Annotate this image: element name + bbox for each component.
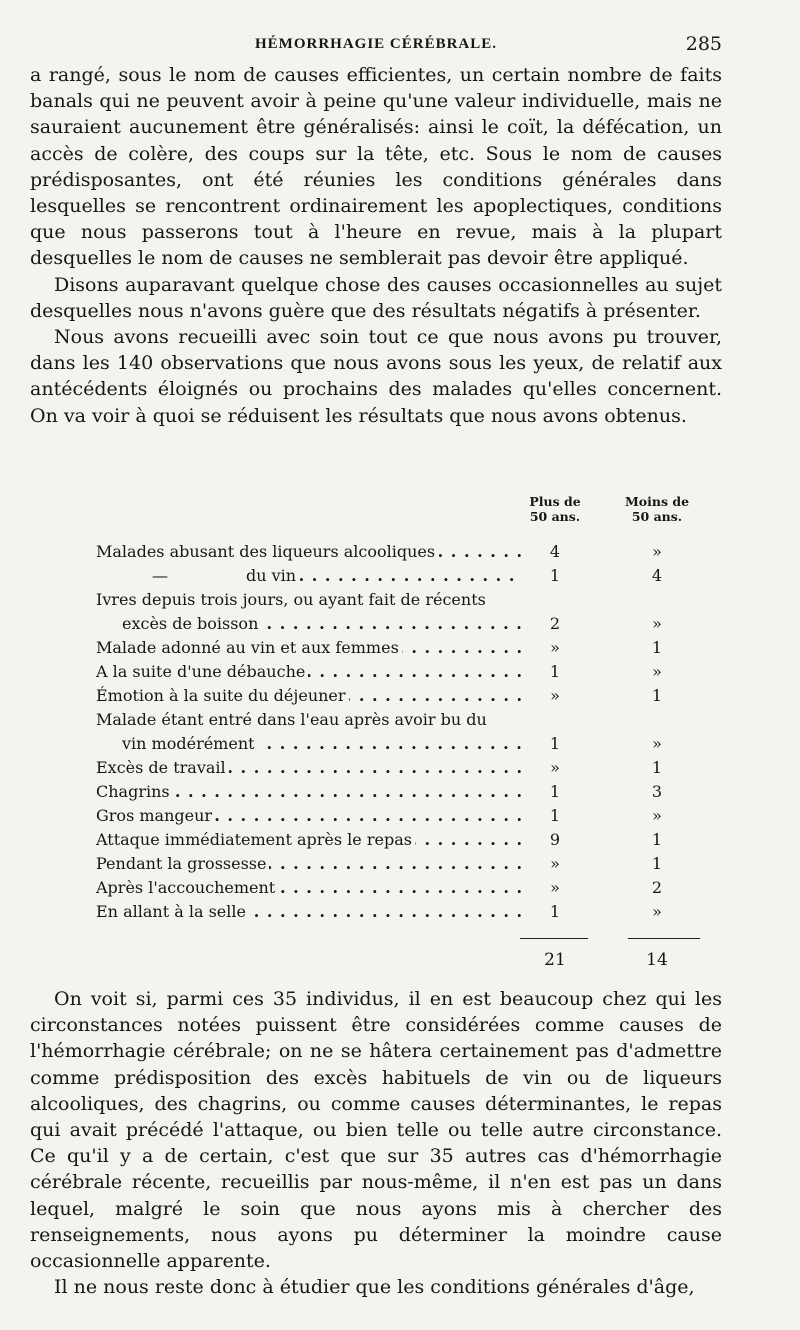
row-value-over-50: 1 [549, 662, 561, 681]
table-row [96, 614, 720, 638]
row-label: Malade adonné au vin et aux femmes [96, 638, 402, 657]
row-value-under-50: » [652, 614, 662, 633]
row-label: Attaque immédiatement après le repas [96, 830, 415, 849]
paragraph-occasional-causes: Disons auparavant quelque chose des causes occasionnelles au sujet desquelles nous n'avons guère que des résultats négatifs à présenter. [30, 273, 722, 322]
row-value-under-50: » [652, 734, 662, 753]
running-head: HÉMORRHAGIE CÉRÉBRALE. [255, 36, 498, 52]
page-number: 285 [685, 33, 722, 55]
table-row [96, 830, 720, 854]
row-value-under-50: » [652, 806, 662, 825]
row-value-over-50: » [550, 854, 560, 873]
row-label: Pendant la grossesse [96, 854, 269, 873]
row-value-under-50: 4 [651, 566, 663, 585]
total-rule-under-50 [628, 938, 700, 939]
conclusion-text [30, 986, 722, 1300]
row-value-under-50: » [652, 902, 662, 921]
table-row [96, 710, 720, 734]
row-value-under-50: » [652, 662, 662, 681]
row-value-under-50: 3 [651, 782, 663, 801]
total-over-50: 21 [544, 950, 566, 970]
row-value-over-50: » [550, 878, 560, 897]
table-row [96, 686, 720, 710]
row-value-over-50: 1 [549, 806, 561, 825]
table-row [96, 566, 720, 590]
table-row [96, 878, 720, 902]
column-header-over-50: Plus de 50 ans. [529, 494, 581, 524]
row-value-under-50: » [652, 542, 662, 561]
row-label: du vin [246, 566, 299, 585]
table-row [96, 806, 720, 830]
row-label: En allant à la selle [96, 902, 249, 921]
column-header-under-50: Moins de 50 ans. [624, 494, 690, 524]
paragraph-observations: Nous avons recueilli avec soin tout ce que nous avons pu trouver, dans les 140 observations que nous avons sous les yeux, de relatif aux antécédents éloignés ou prochains des malades qu'elles concernent. On va voir à quoi se réduisent les résultats que nous avons obtenus. [30, 326, 722, 427]
total-under-50: 14 [646, 950, 668, 970]
row-value-over-50: 1 [549, 902, 561, 921]
row-value-over-50: 1 [549, 566, 561, 585]
row-value-under-50: 2 [651, 878, 663, 897]
total-rule-over-50 [520, 938, 588, 939]
row-label: A la suite d'une débauche [96, 662, 308, 681]
paragraph-causes: a rangé, sous le nom de causes efficientes, un certain nombre de faits banals qui ne peuvent avoir à peine qu'une valeur individuelle, mais ne sauraient aucunement être généralisés: ainsi le coït, la défécation, un accès de colère, des coups sur la tête, etc. Sous le nom de causes prédisposantes, ont été réunies les conditions générales dans lesquelles se rencontrent ordinairement les apoplectiques, conditions que nous passerons tout à l'heure en revue, mais à la plupart desquelles le nom de causes ne semblerait pas devoir être appliqué. [30, 64, 722, 270]
row-value-under-50: 1 [651, 638, 663, 657]
paragraph-remaining-conditions: Il ne nous reste donc à étudier que les conditions générales d'âge, [54, 1276, 695, 1299]
table-row [96, 782, 720, 806]
row-value-over-50: 9 [549, 830, 561, 849]
row-value-over-50: 2 [549, 614, 561, 633]
row-value-under-50: 1 [651, 758, 663, 777]
row-label: excès de boisson [122, 614, 261, 633]
page-header [30, 30, 722, 62]
row-value-under-50: 1 [651, 686, 663, 705]
table-row [96, 902, 720, 926]
table-row [96, 734, 720, 758]
row-label: Gros mangeur [96, 806, 215, 825]
table-row [96, 590, 720, 614]
table-row [96, 758, 720, 782]
table-row [96, 638, 720, 662]
row-label: Ivres depuis trois jours, ou ayant fait de récents [96, 590, 489, 609]
table-row [96, 854, 720, 878]
row-value-under-50: 1 [651, 854, 663, 873]
row-value-over-50: 1 [549, 782, 561, 801]
row-label: Excès de travail [96, 758, 229, 777]
totals-row [96, 950, 720, 974]
table-row [96, 662, 720, 686]
row-value-over-50: » [550, 638, 560, 657]
row-label: Malades abusant des liqueurs alcooliques [96, 542, 438, 561]
row-value-over-50: » [550, 686, 560, 705]
row-label: Chagrins [96, 782, 173, 801]
row-label: Émotion à la suite du déjeuner [96, 686, 349, 705]
row-value-over-50: 4 [549, 542, 561, 561]
row-label: vin modérément [122, 734, 258, 753]
intro-text [30, 62, 722, 429]
table-row [96, 542, 720, 566]
paragraph-conclusion: On voit si, parmi ces 35 individus, il en est beaucoup chez qui les circonstances notées puissent être considérées comme causes de l'hémorrhagie cérébrale; on ne se hâtera certainement pas d'admettre comme prédisposition des excès habituels de vin ou de liqueurs alcooliques, des chagrins, ou comme causes déterminantes, le repas qui avait précédé l'attaque, ou bien telle ou telle autre circonstance. Ce qu'il y a de certain, c'est que sur 35 autres cas d'hémorrhagie cérébrale récente, recueillis par nous-même, il n'en est pas un dans lequel, malgré le soin que nous ayons mis à chercher des renseignements, nous ayons pu déterminer la moindre cause occasionnelle apparente. [30, 988, 722, 1273]
row-value-under-50: 1 [651, 830, 663, 849]
row-label: Après l'accouchement [96, 878, 278, 897]
row-value-over-50: 1 [549, 734, 561, 753]
row-value-over-50: » [550, 758, 560, 777]
row-label: Malade étant entré dans l'eau après avoir bu du [96, 710, 490, 729]
ditto-dash: — [152, 566, 168, 585]
